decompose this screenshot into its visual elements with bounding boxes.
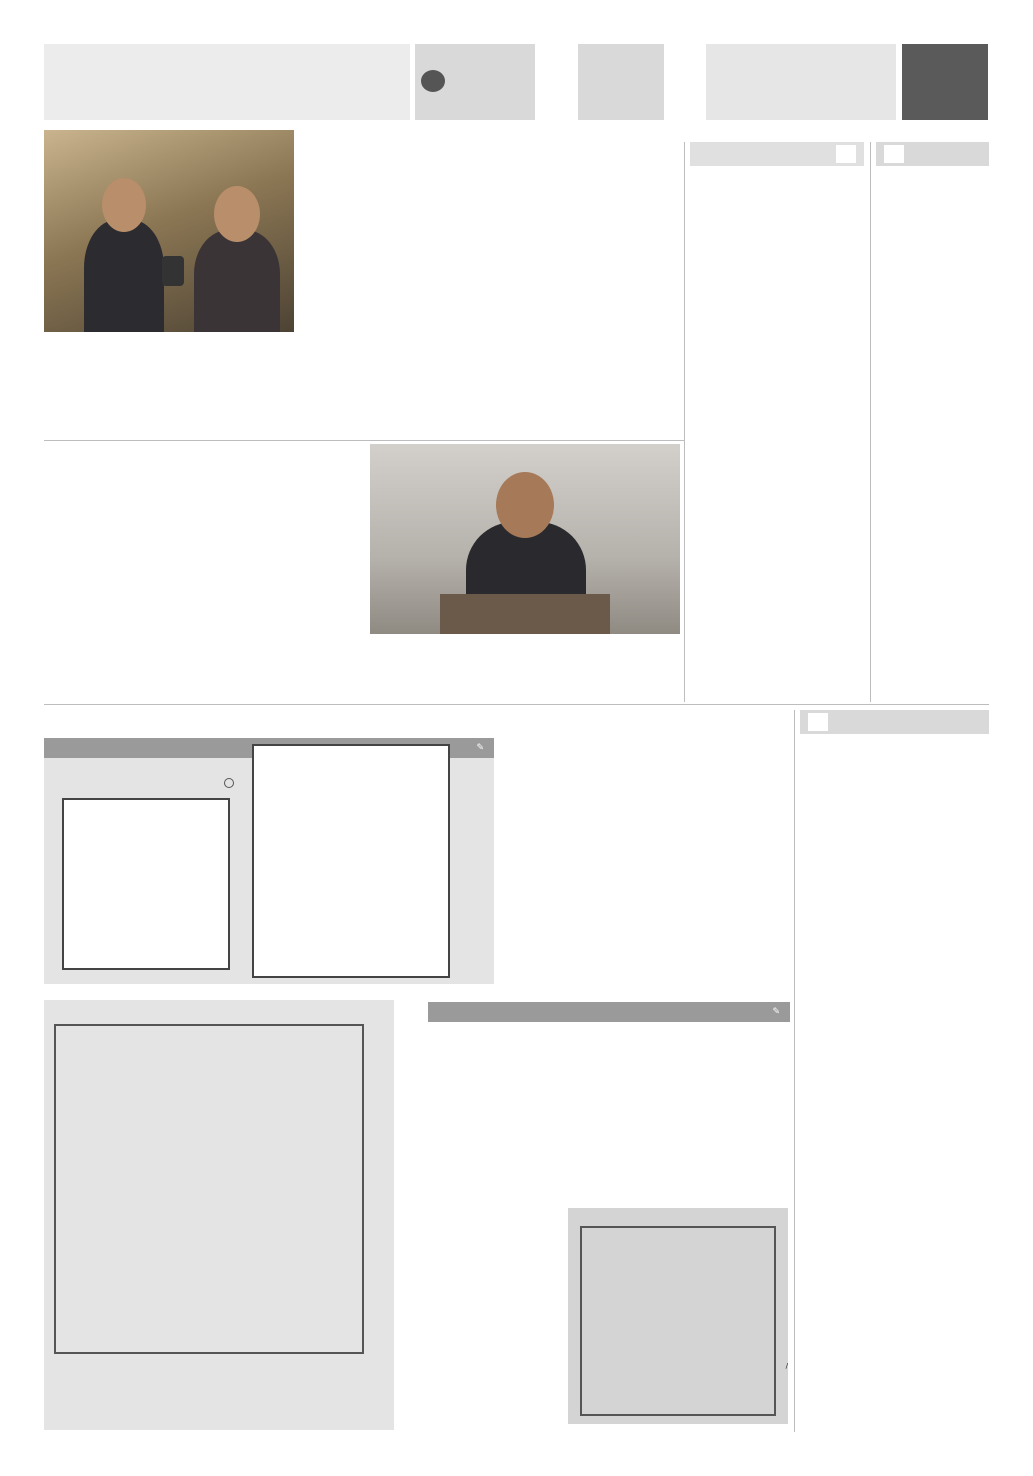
person-head [214, 186, 260, 242]
crossword-grid[interactable] [54, 1024, 364, 1354]
section-box [578, 44, 664, 120]
circle-icon [224, 778, 234, 788]
sms-icon [421, 70, 445, 92]
education-body-1 [558, 636, 680, 698]
isfahan-tag [800, 710, 989, 734]
tag-square-icon [808, 713, 828, 731]
crossword-clues-2 [530, 1028, 658, 1202]
women-body-2 [500, 820, 644, 1024]
microphone-icon [162, 256, 184, 286]
crossword-clues-3 [428, 1028, 524, 1358]
education-body-3 [200, 524, 364, 698]
sudoku-answer-grid [62, 798, 230, 970]
forest-tag-bar [690, 142, 864, 166]
pencil-icon: ✎ [772, 1007, 780, 1017]
forest-body [690, 220, 864, 698]
section-divider [44, 440, 684, 441]
person-head [102, 178, 146, 232]
rahdaran-body-1 [558, 208, 680, 434]
crossword-title [428, 1002, 790, 1022]
person-figure [194, 230, 280, 332]
crossword-clues-1 [664, 1028, 790, 1202]
crossword-title-bar [428, 1002, 790, 1022]
page-number-box [902, 44, 988, 120]
rahdaran-photo [44, 130, 294, 332]
power-tag [876, 142, 989, 166]
rahdaran-caption-2 [44, 338, 166, 434]
sudoku-grid[interactable] [252, 744, 450, 978]
forest-tag [690, 142, 864, 166]
tag-square-icon [836, 145, 856, 163]
news-brief [44, 44, 410, 120]
education-body-2 [370, 636, 552, 698]
section-divider [44, 704, 989, 705]
person-figure [84, 220, 164, 332]
education-photo [370, 444, 680, 634]
women-body-1 [650, 820, 790, 1024]
rahdaran-body-3 [300, 208, 424, 434]
column-divider [684, 142, 685, 702]
sms-box [415, 44, 535, 120]
podium [440, 594, 610, 634]
person-head [496, 472, 554, 538]
rahdaran-body-2 [430, 208, 552, 434]
column-divider [794, 710, 795, 1432]
isfahan-body [800, 800, 989, 1432]
crossword-row-numbers [368, 1024, 388, 1354]
rahdaran-caption-1 [172, 338, 294, 434]
power-body [876, 266, 989, 696]
education-body-4 [44, 524, 194, 698]
tag-square-icon [884, 145, 904, 163]
power-tag-bar [876, 142, 989, 166]
isfahan-tag-bar [800, 710, 989, 734]
crossword-clues-extra: / [785, 1361, 788, 1370]
column-divider [870, 142, 871, 702]
newspaper-logo-box [706, 44, 896, 120]
pencil-icon: ✎ [476, 743, 484, 753]
